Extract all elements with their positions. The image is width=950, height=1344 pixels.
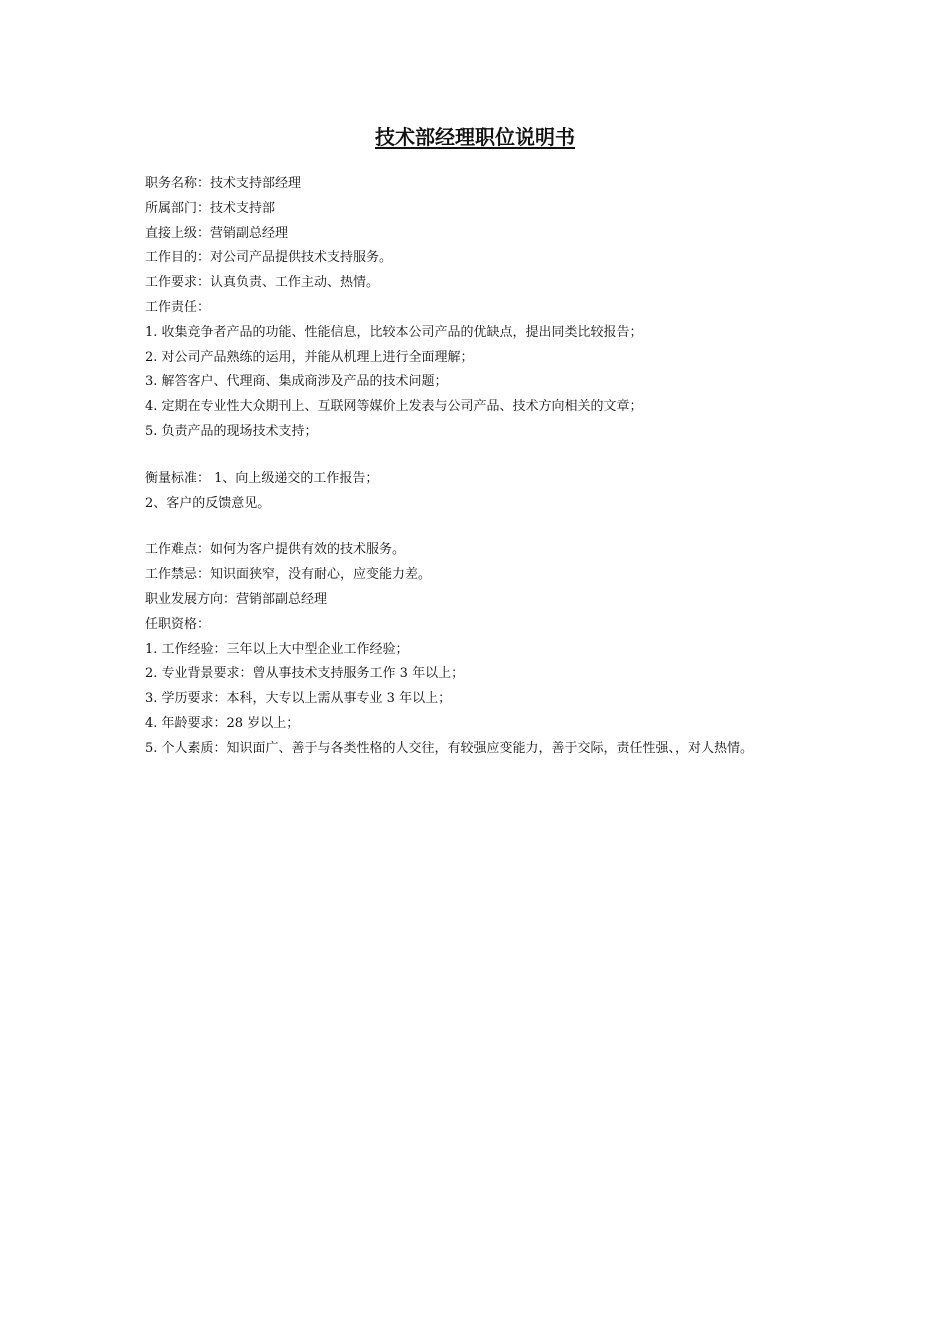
list-item: 5. 负责产品的现场技术支持； (145, 423, 318, 439)
standards-section (145, 467, 845, 517)
paragraph-gap (145, 445, 845, 467)
list-item: 2. 对公司产品熟练的运用，并能从机理上进行全面理解； (145, 349, 474, 365)
list-item: 1. 工作经验：三年以上大中型企业工作经验； (145, 641, 409, 657)
difficulty-line: 工作难点：如何为客户提供有效的技术服务。 (145, 542, 406, 558)
responsibilities-list (145, 321, 845, 445)
paragraph-gap (145, 516, 845, 538)
supervisor-line: 直接上级：营销副总经理 (145, 225, 289, 241)
list-item: 3. 解答客户、代理商、集成商涉及产品的技术问题； (145, 374, 448, 390)
list-item: 4. 年龄要求：28 岁以上； (145, 715, 300, 731)
qualifications-list (145, 638, 845, 762)
job-purpose-line: 工作目的：对公司产品提供技术支持服务。 (145, 250, 393, 266)
taboo-line: 工作禁忌：知识面狭窄，没有耐心，应变能力差。 (145, 567, 432, 583)
job-title-line: 职务名称：技术支持部经理 (145, 176, 302, 191)
standards-line: 衡量标准： 1、向上级递交的工作报告； (145, 470, 379, 486)
career-path-line: 职业发展方向：营销部副总经理 (145, 591, 328, 607)
list-item: 5. 个人素质：知识面广、善于与各类性格的人交往，有较强应变能力，善于交际，责任性强、，对人热情。 (145, 740, 754, 756)
list-item: 2. 专业背景要求：曾从事技术支持服务工作 3 年以上； (145, 666, 465, 682)
list-item: 4. 定期在专业性大众期刊上、互联网等媒价上发表与公司产品、技术方向相关的文章； (145, 399, 643, 415)
basic-info-section (145, 172, 845, 321)
other-info-section (145, 538, 845, 637)
list-item: 1. 收集竞争者产品的功能、性能信息，比较本公司产品的优缺点，提出同类比较报告； (145, 324, 643, 340)
job-requirements-line: 工作要求：认真负责、工作主动、热情。 (145, 275, 380, 291)
document-body (145, 172, 845, 762)
qualifications-heading: 任职资格： (145, 616, 211, 632)
standards-line: 2、客户的反馈意见。 (145, 495, 271, 511)
list-item: 3. 学历要求：本科，大专以上需从事专业 3 年以上； (145, 691, 452, 707)
responsibilities-heading: 工作责任： (145, 299, 211, 315)
document-title: 技术部经理职位说明书 (375, 125, 575, 149)
department-line: 所属部门：技术支持部 (145, 200, 276, 216)
